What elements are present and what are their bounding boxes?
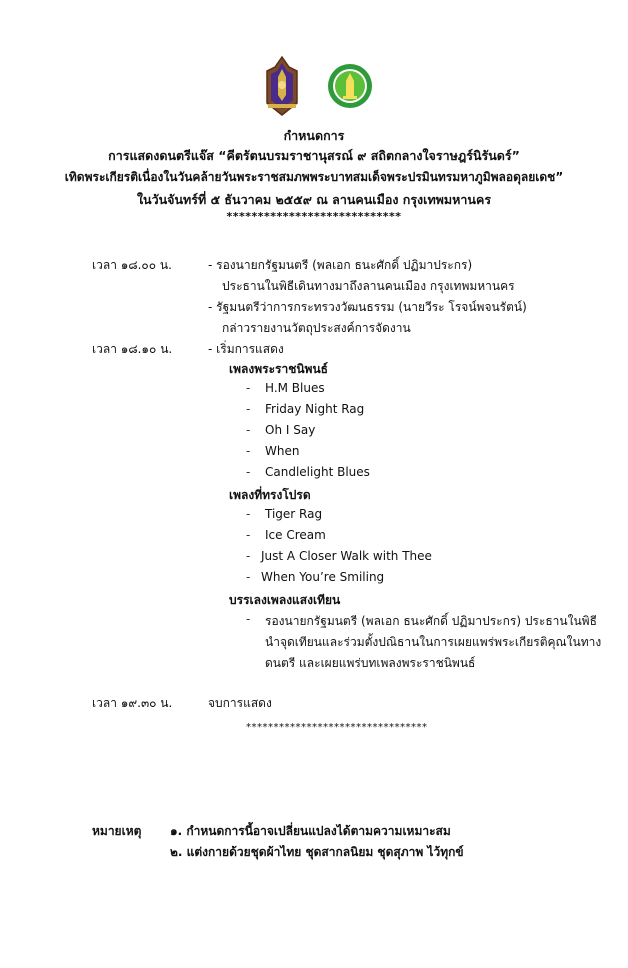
song-item: Tiger Rag [265, 507, 323, 521]
song-item: H.M Blues [265, 381, 325, 395]
closing-divider-stars: ********************************* [246, 722, 428, 733]
time-1800: เวลา ๑๘.๐๐ น. [92, 258, 172, 272]
candlelight-text-line1: รองนายกรัฐมนตรี (พลเอก ธนะศักดิ์ ปฏิมาประกร) ประธานในพิธี [265, 614, 597, 628]
list-dash: - [246, 570, 251, 584]
song-item: Friday Night Rag [265, 402, 365, 416]
list-dash: - [246, 528, 251, 542]
candlelight-text-line3: ดนตรี และเผยแพร่บทเพลงพระราชนิพนธ์ [265, 656, 476, 670]
song-item: Just A Closer Walk with Thee [261, 549, 432, 563]
time-1930: เวลา ๑๙.๓๐ น. [92, 696, 173, 710]
ministry-shield-logo [262, 55, 302, 117]
notes-label: หมายเหตุ [92, 824, 142, 838]
event-title: การแสดงดนตรีแจ๊ส “คีตรัตนบรมราชานุสรณ์ ๙ สถิตกลางใจราษฎร์นิรันดร์” [108, 148, 520, 163]
slot1-item2-line2: กล่าวรายงานวัตถุประสงค์การจัดงาน [222, 321, 411, 335]
slot1-item2-line1: - รัฐมนตรีว่าการกระทรวงวัฒนธรรม (นายวีระ โรจน์พจนรัตน์) [208, 300, 527, 314]
list-dash: - [246, 465, 251, 479]
song-item: When You’re Smiling [261, 570, 385, 584]
list-dash: - [246, 423, 251, 437]
candlelight-text-line2: นำจุดเทียนและร่วมตั้งปณิธานในการเผยแพร่พระเกียรติคุณในทาง [265, 635, 602, 649]
list-dash: - [246, 549, 251, 563]
song-item: Ice Cream [265, 528, 326, 542]
section-heading-favorite-songs: เพลงที่ทรงโปรด [229, 488, 311, 502]
section-heading-candlelight: บรรเลงเพลงแสงเทียน [229, 593, 341, 607]
note-item-2: ๒. แต่งกายด้วยชุดผ้าไทย ชุดสากลนิยม ชุดสุภาพ ไว้ทุกข์ [170, 845, 464, 859]
list-dash: - [246, 402, 251, 416]
doc-heading: กำหนดการ [283, 128, 345, 143]
song-item: Candlelight Blues [265, 465, 370, 479]
performance-end: จบการแสดง [208, 696, 272, 710]
slot1-item1-line2: ประธานในพิธีเดินทางมาถึงลานคนเมือง กรุงเทพมหานคร [222, 279, 515, 293]
list-dash: - [246, 612, 251, 626]
song-item: Oh I Say [265, 423, 316, 437]
event-date-venue: ในวันจันทร์ที่ ๕ ธันวาคม ๒๕๕๙ ณ ลานคนเมือง กรุงเทพมหานคร [136, 192, 492, 207]
header-divider-stars: **************************** [226, 210, 402, 223]
list-dash: - [246, 381, 251, 395]
event-purpose: เทิดพระเกียรติเนื่องในวันคล้ายวันพระราชสมภพพระบาทสมเด็จพระปรมินทรมหาภูมิพลอดุลยเดช” [64, 170, 564, 184]
green-seal-logo [327, 63, 373, 109]
note-item-1: ๑. กำหนดการนี้อาจเปลี่ยนแปลงได้ตามความเหมาะสม [170, 824, 451, 838]
slot1-item1-line1: - รองนายกรัฐมนตรี (พลเอก ธนะศักดิ์ ปฏิมาประกร) [208, 258, 473, 272]
list-dash: - [246, 507, 251, 521]
list-dash: - [246, 444, 251, 458]
time-1810: เวลา ๑๘.๑๐ น. [92, 342, 173, 356]
section-heading-royal-compositions: เพลงพระราชนิพนธ์ [229, 362, 328, 376]
song-item: When [265, 444, 300, 458]
performance-start: - เริ่มการแสดง [208, 342, 284, 356]
